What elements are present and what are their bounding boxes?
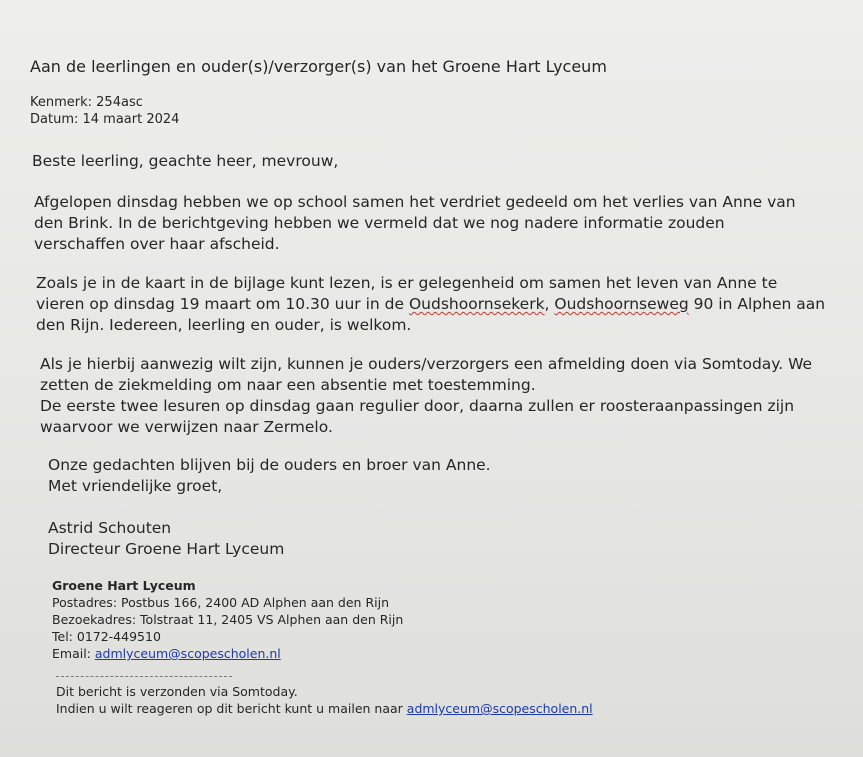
signature-role: Directeur Groene Hart Lyceum	[48, 540, 285, 558]
separator-text: ,	[544, 295, 555, 313]
kenmerk-text: Kenmerk: 254asc	[30, 95, 143, 110]
signature-name: Astrid Schouten	[48, 519, 172, 537]
signature	[48, 518, 863, 560]
paragraph-line: waarvoor we verwijzen naar Zermelo.	[40, 418, 333, 436]
paragraph-line: De eerste twee lesuren op dinsdag gaan regulier door, daarna zullen er roosteraanpassingen zijn	[40, 397, 795, 415]
footer-postadres: Postadres: Postbus 166, 2400 AD Alphen aan den Rijn	[52, 595, 389, 610]
paragraph-line: zetten de ziekmelding om naar een absentie met toestemming.	[40, 376, 536, 394]
paragraph-line: Afgelopen dinsdag hebben we op school samen het verdriet gedeeld om het verlies van Anne van	[34, 193, 796, 211]
closing-line: Met vriendelijke groet,	[48, 477, 223, 495]
footer-tel: Tel: 0172-449510	[52, 629, 161, 644]
paragraph-line: den Rijn. Iedereen, leerling en ouder, is welkom.	[36, 316, 412, 334]
closing-line: Onze gedachten blijven bij de ouders en broer van Anne.	[48, 456, 491, 474]
greeting: Beste leerling, geachte heer, mevrouw,	[32, 152, 339, 170]
footer-email-row	[52, 645, 403, 662]
footer-org: Groene Hart Lyceum	[52, 578, 196, 593]
paragraph-text: 90 in Alphen aan	[688, 295, 826, 313]
paragraph-1	[34, 192, 863, 255]
paragraph-line: Zoals je in de kaart in de bijlage kunt lezen, is er gelegenheid om samen het leven van Anne te	[36, 274, 778, 292]
footer-bezoekadres: Bezoekadres: Tolstraat 11, 2405 VS Alphen aan den Rijn	[52, 612, 404, 627]
paragraph-line: verschaffen over haar afscheid.	[34, 235, 280, 253]
paragraph-text: vieren op dinsdag 19 maart om 10.30 uur in de	[36, 295, 409, 313]
footer-email-link[interactable]: admlyceum@scopescholen.nl	[94, 646, 281, 661]
notice-line	[56, 700, 593, 717]
church-name: Oudshoornsekerk	[408, 295, 545, 313]
notice-email-link[interactable]: admlyceum@scopescholen.nl	[406, 701, 593, 716]
datum-text: Datum: 14 maart 2024	[30, 112, 180, 127]
notice-line: Dit bericht is verzonden via Somtoday.	[56, 684, 298, 699]
notice-text: Indien u wilt reageren op dit bericht kunt u mailen naar	[56, 701, 407, 716]
separator-line	[56, 676, 232, 677]
paragraph-line: den Brink. In de berichtgeving hebben we vermeld dat we nog nadere informatie zouden	[34, 214, 725, 232]
footer-email-label: Email:	[52, 646, 95, 661]
closing	[48, 455, 863, 497]
somtoday-notice	[56, 683, 593, 717]
letter-meta	[30, 94, 863, 128]
paragraph-line: Als je hierbij aanwezig wilt zijn, kunnen je ouders/verzorgers een afmelding doen via Somtoday. We	[40, 355, 813, 373]
paragraph-line	[36, 294, 863, 315]
paragraph-2	[36, 273, 863, 336]
street-name: Oudshoornseweg	[554, 295, 689, 313]
school-footer	[52, 577, 403, 662]
letter-title: Aan de leerlingen en ouder(s)/verzorger(s) van het Groene Hart Lyceum	[30, 57, 607, 76]
paragraph-3	[40, 354, 863, 438]
